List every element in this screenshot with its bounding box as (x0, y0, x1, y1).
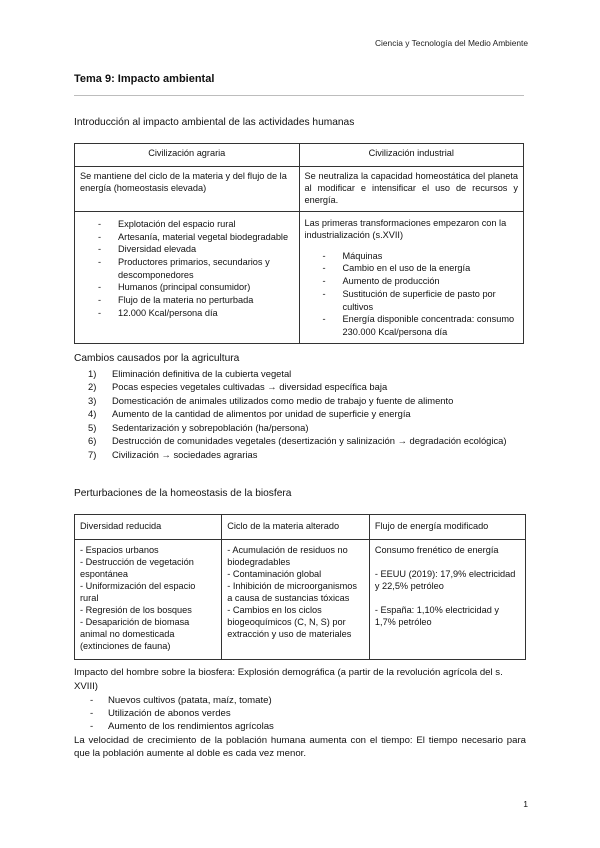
agrarian-features (75, 211, 300, 343)
list-item: 4) Aumento de la cantidad de alimentos por unidad de superficie y energía (88, 408, 411, 420)
list-item: - Sustitución de superficie de pasto por cultivos (305, 288, 519, 313)
industrial-features (299, 211, 524, 343)
list-item: - Explotación del espacio rural (80, 218, 294, 231)
energy-title: Consumo frenético de energía (374, 545, 499, 555)
agrarian-list (80, 218, 294, 320)
industrial-header: Civilización industrial (299, 144, 524, 167)
energy-flow-cell (369, 540, 525, 660)
agri-changes-heading: Cambios causados por la agricultura (74, 353, 240, 364)
list-item: - Utilización de abonos verdes (74, 707, 526, 720)
spain-energy: - España: 1,10% electricidad y 1,7% petróleo (374, 604, 500, 627)
list-item: - Flujo de la materia no perturbada (80, 294, 294, 307)
list-item: - Uniformización del espacio rural (80, 580, 196, 603)
industrial-intro: Las primeras transformaciones empezaron con la industrialización (s.XVII) (304, 217, 507, 240)
list-item: - Energía disponible concentrada: consumo 230.000 Kcal/persona día (305, 313, 519, 338)
agrarian-description: Se mantiene del ciclo de la materia y del flujo de la energía (homeostasis elevada) (75, 167, 300, 212)
list-item: - Cambio en el uso de la energía (305, 262, 519, 275)
list-item: - Inhibición de microorganismos a causa de sustancias tóxicas (227, 580, 357, 603)
list-item: - Productores primarios, secundarios y descomponedores (80, 256, 294, 281)
list-item: - 12.000 Kcal/persona día (80, 307, 294, 320)
perturbations-table (74, 514, 526, 660)
list-item: - Artesanía, material vegetal biodegradable (80, 231, 294, 244)
usa-energy: - EEUU (2019): 17,9% electricidad y 22,5% petróleo (374, 568, 516, 591)
intro-heading: Introducción al impacto ambiental de las actividades humanas (74, 117, 355, 128)
industrial-description: Se neutraliza la capacidad homeostática del planeta al modificar e intensificar el uso de recursos y energía. (299, 167, 524, 212)
list-item: - Nuevos cultivos (patata, maíz, tomate) (74, 694, 526, 707)
matter-cycle-cell (222, 540, 370, 660)
impact-text: Explosión demográfica (a partir de la revolución agrícola del s. XVIII) (74, 667, 503, 692)
agrarian-header: Civilización agraria (75, 144, 300, 167)
running-header: Ciencia y Tecnología del Medio Ambiente (374, 38, 528, 48)
list-item: 7) Civilización → sociedades agrarias (88, 448, 258, 460)
energy-flow-header: Flujo de energía modificado (369, 515, 525, 540)
list-item: - Aumento de los rendimientos agrícolas (74, 720, 526, 733)
list-item: - Regresión de los bosques (80, 604, 192, 615)
list-item: - Acumulación de residuos no biodegradables (227, 545, 348, 567)
impact-list (74, 694, 526, 734)
list-item: 6) Destrucción de comunidades vegetales (desertización y salinización → degradación ecológica) (88, 435, 507, 447)
civilization-table (74, 143, 524, 344)
list-item: - Desaparición de biomasa animal no domesticada (extinciones de fauna) (80, 616, 190, 651)
list-item: - Cambios en los ciclos biogeoquímicos (C, N, S) por extracción y uso de materiales (227, 604, 352, 639)
impact-section (74, 666, 526, 761)
industrial-list (305, 250, 519, 339)
list-item: - Destrucción de vegetación espontánea (80, 556, 194, 579)
list-item: - Máquinas (305, 250, 519, 263)
list-item: 5) Sedentarización y sobrepoblación (ha/persona) (88, 421, 309, 433)
agri-changes-list (74, 367, 526, 461)
list-item: - Espacios urbanos (80, 545, 159, 555)
title-divider (74, 95, 524, 96)
impact-lead: Impacto del hombre sobre la biosfera: (74, 667, 236, 678)
page-number: 1 (523, 798, 528, 809)
diversity-header: Diversidad reducida (75, 515, 222, 540)
list-item: - Aumento de producción (305, 275, 519, 288)
list-item: 3) Domesticación de animales utilizados como medio de trabajo y fuente de alimento (88, 394, 454, 406)
diversity-cell (75, 540, 222, 660)
impact-paragraph (74, 666, 526, 694)
page-title: Tema 9: Impacto ambiental (74, 73, 215, 85)
list-item: 2) Pocas especies vegetales cultivadas → diversidad específica baja (88, 381, 388, 393)
perturbations-heading: Perturbaciones de la homeostasis de la biosfera (74, 488, 292, 499)
closing-paragraph: La velocidad de crecimiento de la población humana aumenta con el tiempo: El tiempo necesario para que la población aumente al doble es cada vez menor. (74, 734, 526, 760)
list-item: - Contaminación global (227, 568, 322, 579)
list-item: 1) Eliminación definitiva de la cubierta vegetal (88, 368, 292, 379)
list-item: - Humanos (principal consumidor) (80, 281, 294, 294)
matter-cycle-header: Ciclo de la materia alterado (222, 515, 370, 540)
list-item: - Diversidad elevada (80, 243, 294, 256)
